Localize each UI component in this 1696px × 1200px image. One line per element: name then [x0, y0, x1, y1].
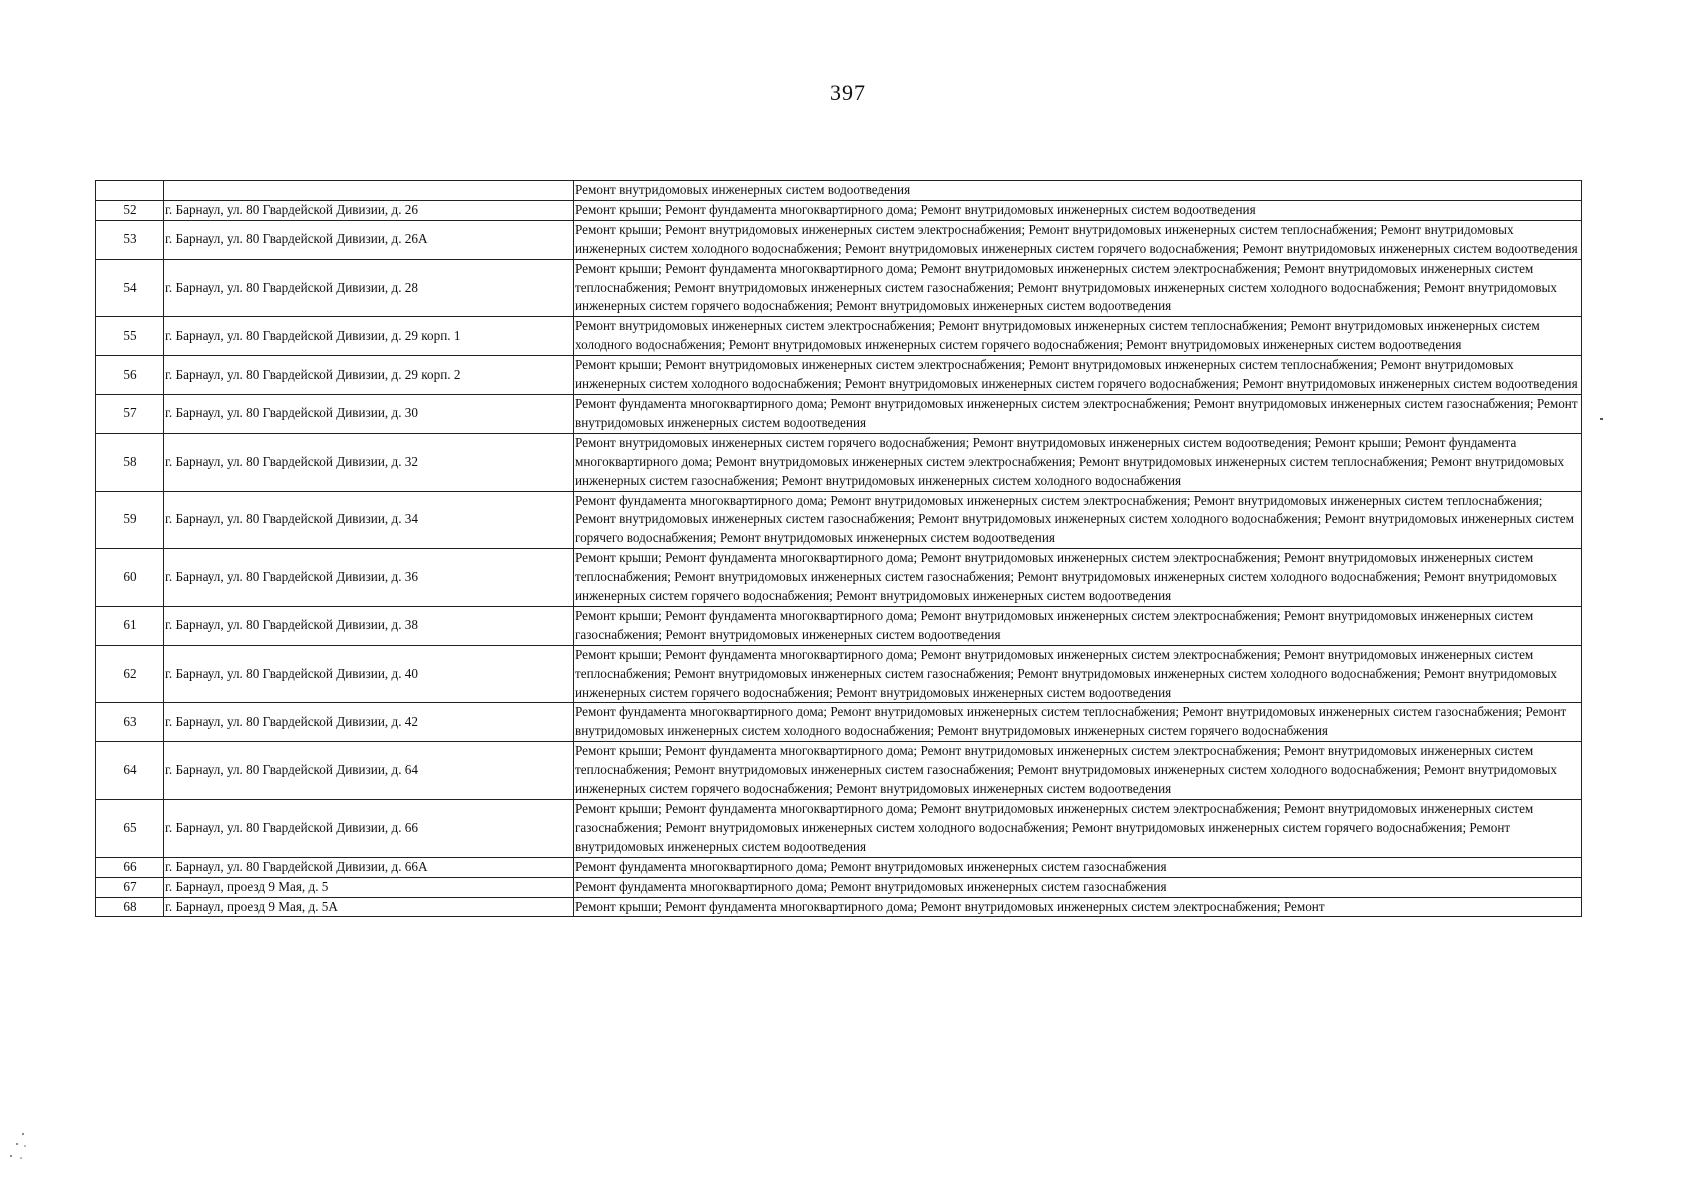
row-number-cell: 57	[96, 394, 164, 433]
table-row	[96, 742, 1582, 800]
table-row	[96, 606, 1582, 645]
table-row-continuation	[96, 181, 1582, 201]
row-number-cell: 53	[96, 220, 164, 259]
address-cell: г. Барнаул, ул. 80 Гвардейской Дивизии, д. 29 корп. 2	[164, 356, 574, 395]
works-cell: Ремонт крыши; Ремонт фундамента многоквартирного дома; Ремонт внутридомовых инженерных систем электроснабжения; Ремонт внутридомовых инженерных систем теплоснабжения; Ремонт внутридомовых инженерных систем газоснабжения; Ремонт внутридомовых инженерных систем холодного водоснабжения; Ремонт внутридомовых инженерных систем горячего водоснабжения; Ремонт внутридомовых инженерных систем водоотведения	[574, 259, 1582, 317]
address-cell: г. Барнаул, ул. 80 Гвардейской Дивизии, д. 66А	[164, 857, 574, 877]
row-number-cell: 65	[96, 800, 164, 858]
table-row	[96, 317, 1582, 356]
row-number-cell: 59	[96, 491, 164, 549]
address-cell: г. Барнаул, ул. 80 Гвардейской Дивизии, д. 38	[164, 606, 574, 645]
row-number-cell: 66	[96, 857, 164, 877]
table-row	[96, 200, 1582, 220]
address-cell: г. Барнаул, ул. 80 Гвардейской Дивизии, д. 30	[164, 394, 574, 433]
row-number-cell: 54	[96, 259, 164, 317]
row-number-cell: 62	[96, 645, 164, 703]
works-cell: Ремонт фундамента многоквартирного дома; Ремонт внутридомовых инженерных систем газоснабжения	[574, 857, 1582, 877]
table-row	[96, 645, 1582, 703]
table-row	[96, 220, 1582, 259]
works-cell: Ремонт внутридомовых инженерных систем горячего водоснабжения; Ремонт внутридомовых инженерных систем водоотведения; Ремонт крыши; Ремонт фундамента многоквартирного дома; Ремонт внутридомовых инженерных систем электроснабжения; Ремонт внутридомовых инженерных систем теплоснабжения; Ремонт внутридомовых инженерных систем газоснабжения; Ремонт внутридомовых инженерных систем холодного водоснабжения	[574, 433, 1582, 491]
address-cell: г. Барнаул, ул. 80 Гвардейской Дивизии, д. 28	[164, 259, 574, 317]
table-row	[96, 549, 1582, 607]
table-row	[96, 394, 1582, 433]
table-row	[96, 897, 1582, 917]
works-cell: Ремонт фундамента многоквартирного дома; Ремонт внутридомовых инженерных систем газоснабжения	[574, 877, 1582, 897]
page-number: 397	[830, 80, 866, 105]
address-cell: г. Барнаул, проезд 9 Мая, д. 5А	[164, 897, 574, 917]
table-row	[96, 491, 1582, 549]
table-row	[96, 857, 1582, 877]
row-number-cell: 67	[96, 877, 164, 897]
address-cell: г. Барнаул, ул. 80 Гвардейской Дивизии, д. 29 корп. 1	[164, 317, 574, 356]
address-cell: г. Барнаул, ул. 80 Гвардейской Дивизии, д. 42	[164, 703, 574, 742]
works-cell: Ремонт крыши; Ремонт фундамента многоквартирного дома; Ремонт внутридомовых инженерных систем электроснабжения; Ремонт внутридомовых инженерных систем теплоснабжения; Ремонт внутридомовых инженерных систем газоснабжения; Ремонт внутридомовых инженерных систем холодного водоснабжения; Ремонт внутридомовых инженерных систем горячего водоснабжения; Ремонт внутридомовых инженерных систем водоотведения	[574, 742, 1582, 800]
works-cell: Ремонт фундамента многоквартирного дома; Ремонт внутридомовых инженерных систем электроснабжения; Ремонт внутридомовых инженерных систем газоснабжения; Ремонт внутридомовых инженерных систем водоотведения	[574, 394, 1582, 433]
address-cell: г. Барнаул, ул. 80 Гвардейской Дивизии, д. 64	[164, 742, 574, 800]
table-row	[96, 433, 1582, 491]
row-number-cell: 56	[96, 356, 164, 395]
address-cell: г. Барнаул, ул. 80 Гвардейской Дивизии, д. 26	[164, 200, 574, 220]
address-cell	[164, 181, 574, 201]
address-cell: г. Барнаул, ул. 80 Гвардейской Дивизии, д. 40	[164, 645, 574, 703]
table-row	[96, 703, 1582, 742]
works-cell: Ремонт внутридомовых инженерных систем электроснабжения; Ремонт внутридомовых инженерных систем теплоснабжения; Ремонт внутридомовых инженерных систем холодного водоснабжения; Ремонт внутридомовых инженерных систем горячего водоснабжения; Ремонт внутридомовых инженерных систем водоотведения	[574, 317, 1582, 356]
row-number-cell	[96, 181, 164, 201]
address-cell: г. Барнаул, проезд 9 Мая, д. 5	[164, 877, 574, 897]
table-row	[96, 356, 1582, 395]
row-number-cell: 58	[96, 433, 164, 491]
works-cell: Ремонт фундамента многоквартирного дома; Ремонт внутридомовых инженерных систем теплоснабжения; Ремонт внутридомовых инженерных систем газоснабжения; Ремонт внутридомовых инженерных систем холодного водоснабжения; Ремонт внутридомовых инженерных систем горячего водоснабжения	[574, 703, 1582, 742]
row-number-cell: 63	[96, 703, 164, 742]
address-cell: г. Барнаул, ул. 80 Гвардейской Дивизии, д. 34	[164, 491, 574, 549]
table-row	[96, 259, 1582, 317]
row-number-cell: 60	[96, 549, 164, 607]
works-cell: Ремонт крыши; Ремонт фундамента многоквартирного дома; Ремонт внутридомовых инженерных систем электроснабжения; Ремонт	[574, 897, 1582, 917]
works-cell: Ремонт внутридомовых инженерных систем водоотведения	[574, 181, 1582, 201]
works-cell: Ремонт крыши; Ремонт фундамента многоквартирного дома; Ремонт внутридомовых инженерных систем электроснабжения; Ремонт внутридомовых инженерных систем теплоснабжения; Ремонт внутридомовых инженерных систем газоснабжения; Ремонт внутридомовых инженерных систем холодного водоснабжения; Ремонт внутридомовых инженерных систем горячего водоснабжения; Ремонт внутридомовых инженерных систем водоотведения	[574, 549, 1582, 607]
address-cell: г. Барнаул, ул. 80 Гвардейской Дивизии, д. 26А	[164, 220, 574, 259]
table-row	[96, 800, 1582, 858]
address-cell: г. Барнаул, ул. 80 Гвардейской Дивизии, д. 32	[164, 433, 574, 491]
works-cell: Ремонт фундамента многоквартирного дома; Ремонт внутридомовых инженерных систем электроснабжения; Ремонт внутридомовых инженерных систем теплоснабжения; Ремонт внутридомовых инженерных систем газоснабжения; Ремонт внутридомовых инженерных систем холодного водоснабжения; Ремонт внутридомовых инженерных систем горячего водоснабжения; Ремонт внутридомовых инженерных систем водоотведения	[574, 491, 1582, 549]
address-cell: г. Барнаул, ул. 80 Гвардейской Дивизии, д. 66	[164, 800, 574, 858]
row-number-cell: 52	[96, 200, 164, 220]
works-cell: Ремонт крыши; Ремонт фундамента многоквартирного дома; Ремонт внутридомовых инженерных систем электроснабжения; Ремонт внутридомовых инженерных систем газоснабжения; Ремонт внутридомовых инженерных систем водоотведения	[574, 606, 1582, 645]
works-cell: Ремонт крыши; Ремонт фундамента многоквартирного дома; Ремонт внутридомовых инженерных систем электроснабжения; Ремонт внутридомовых инженерных систем газоснабжения; Ремонт внутридомовых инженерных систем холодного водоснабжения; Ремонт внутридомовых инженерных систем горячего водоснабжения; Ремонт внутридомовых инженерных систем водоотведения	[574, 800, 1582, 858]
works-cell: Ремонт крыши; Ремонт фундамента многоквартирного дома; Ремонт внутридомовых инженерных систем электроснабжения; Ремонт внутридомовых инженерных систем теплоснабжения; Ремонт внутридомовых инженерных систем газоснабжения; Ремонт внутридомовых инженерных систем холодного водоснабжения; Ремонт внутридомовых инженерных систем горячего водоснабжения; Ремонт внутридомовых инженерных систем водоотведения	[574, 645, 1582, 703]
row-number-cell: 68	[96, 897, 164, 917]
works-cell: Ремонт крыши; Ремонт внутридомовых инженерных систем электроснабжения; Ремонт внутридомовых инженерных систем теплоснабжения; Ремонт внутридомовых инженерных систем холодного водоснабжения; Ремонт внутридомовых инженерных систем горячего водоснабжения; Ремонт внутридомовых инженерных систем водоотведения	[574, 220, 1582, 259]
table-row	[96, 877, 1582, 897]
works-cell: Ремонт крыши; Ремонт фундамента многоквартирного дома; Ремонт внутридомовых инженерных систем водоотведения	[574, 200, 1582, 220]
scan-margin-marks	[5, 1130, 27, 1170]
works-cell: Ремонт крыши; Ремонт внутридомовых инженерных систем электроснабжения; Ремонт внутридомовых инженерных систем теплоснабжения; Ремонт внутридомовых инженерных систем холодного водоснабжения; Ремонт внутридомовых инженерных систем горячего водоснабжения; Ремонт внутридомовых инженерных систем водоотведения	[574, 356, 1582, 395]
repair-register-table	[95, 180, 1582, 917]
row-number-cell: 55	[96, 317, 164, 356]
address-cell: г. Барнаул, ул. 80 Гвардейской Дивизии, д. 36	[164, 549, 574, 607]
row-number-cell: 64	[96, 742, 164, 800]
scan-speck	[1600, 418, 1603, 420]
row-number-cell: 61	[96, 606, 164, 645]
